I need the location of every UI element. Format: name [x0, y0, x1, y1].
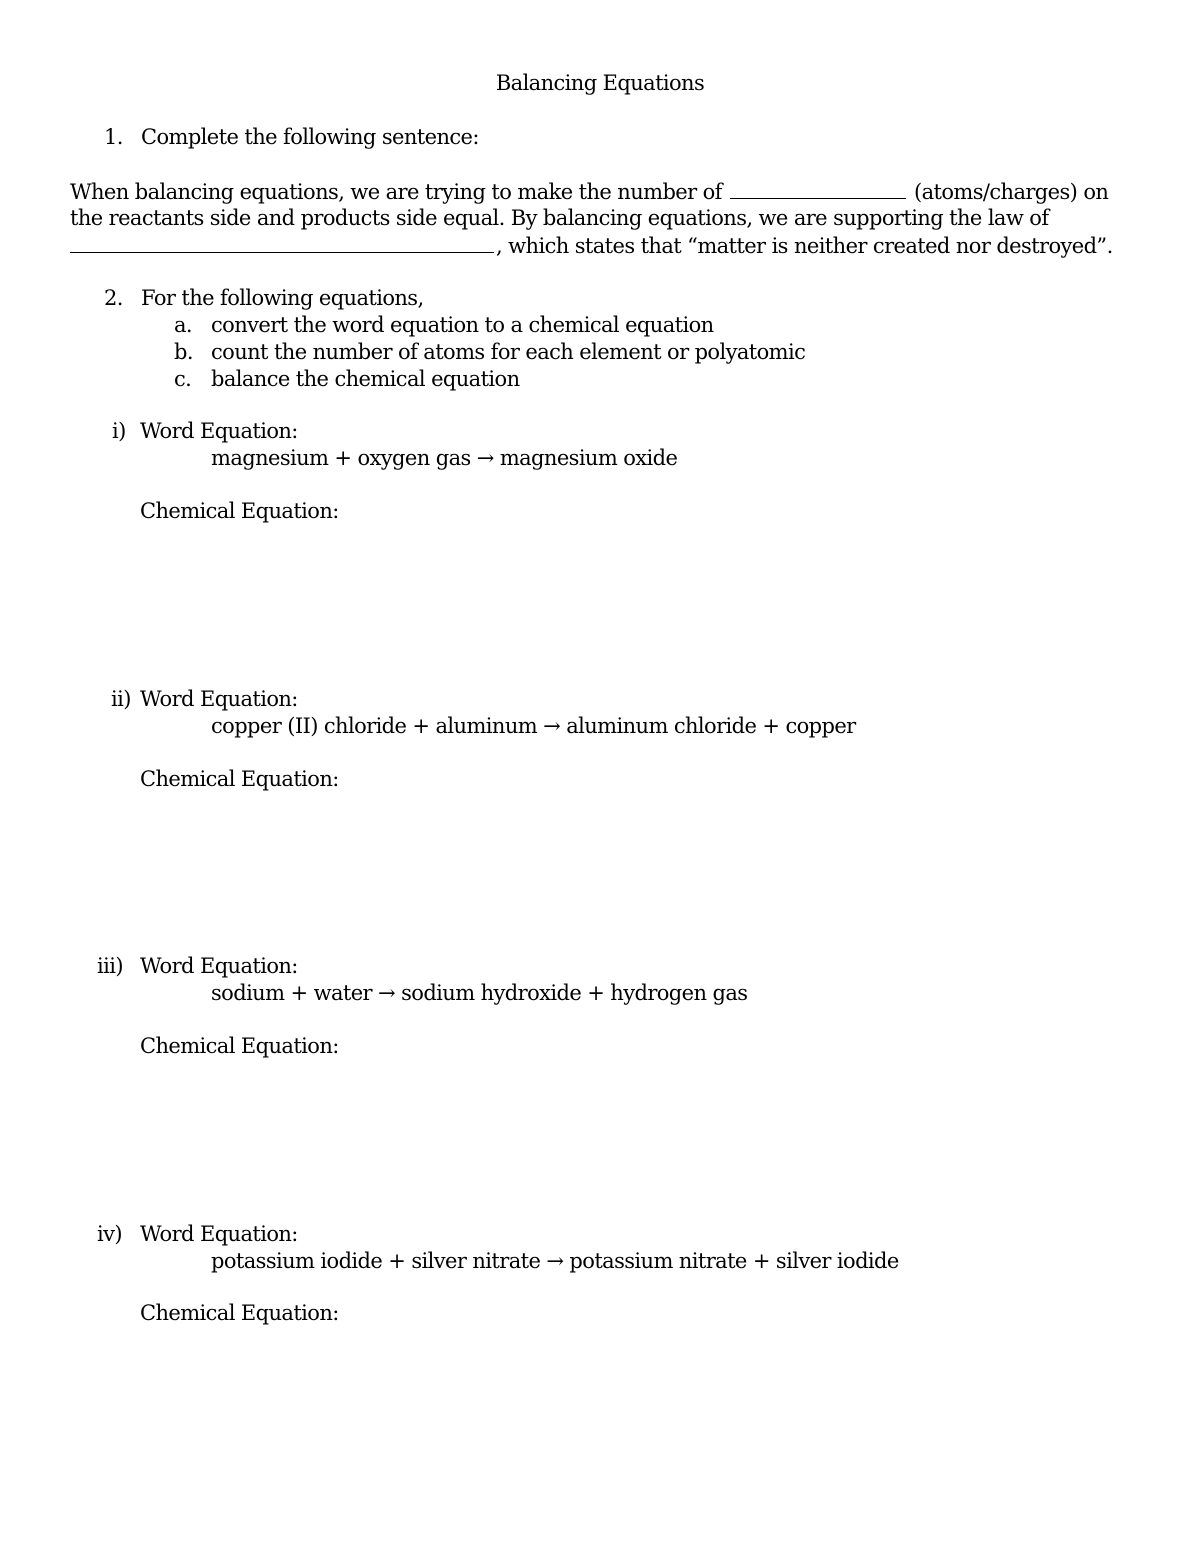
- page-title: Balancing Equations: [495, 71, 705, 95]
- q2-prompt: For the following equations,: [141, 286, 424, 310]
- problem-ii-word-label: Word Equation:: [140, 687, 298, 711]
- q2-step-text-b: count the number of atoms for each element or polyatomic: [211, 340, 806, 364]
- q1-sentence-part2: (atoms/charges) on: [914, 180, 1109, 204]
- problem-iv-chemical-label: Chemical Equation:: [140, 1301, 339, 1325]
- q1-prompt: Complete the following sentence:: [141, 125, 479, 149]
- q2-step-marker-a: a.: [174, 313, 192, 337]
- q1-sentence-line-3: [70, 232, 1113, 260]
- problem-iv-word-label: Word Equation:: [140, 1222, 298, 1246]
- q1-sentence-part3: , which states that “matter is neither created nor destroyed”.: [496, 234, 1113, 258]
- problem-i-chemical-label: Chemical Equation:: [140, 499, 339, 523]
- q1-sentence-part1: When balancing equations, we are trying to make the number of: [70, 180, 722, 204]
- problem-iii-answer-area[interactable]: [140, 1063, 1120, 1213]
- q1-number: 1.: [104, 125, 123, 149]
- problem-iv-marker: iv): [97, 1222, 122, 1246]
- problem-i-word-label: Word Equation:: [140, 419, 298, 443]
- blank-atoms-charges[interactable]: [730, 178, 906, 199]
- q2-step-marker-b: b.: [174, 340, 193, 364]
- q1-sentence-line-1: [70, 178, 1108, 206]
- problem-iv-equation: potassium iodide + silver nitrate → potassium nitrate + silver iodide: [211, 1249, 899, 1273]
- problem-ii-equation: copper (II) chloride + aluminum → aluminum chloride + copper: [211, 714, 856, 738]
- q1-sentence-line-2: the reactants side and products side equal. By balancing equations, we are supporting the law of: [70, 206, 1049, 230]
- problem-iv-answer-area[interactable]: [140, 1330, 1120, 1510]
- problem-iii-word-label: Word Equation:: [140, 954, 298, 978]
- problem-i-answer-area[interactable]: [140, 528, 1120, 678]
- problem-iii-equation: sodium + water → sodium hydroxide + hydrogen gas: [211, 981, 748, 1005]
- problem-ii-answer-area[interactable]: [140, 796, 1120, 946]
- blank-law-name[interactable]: [70, 232, 494, 253]
- q2-number: 2.: [104, 286, 123, 310]
- problem-i-equation: magnesium + oxygen gas → magnesium oxide: [211, 446, 678, 470]
- q2-step-marker-c: c.: [174, 367, 192, 391]
- problem-iii-marker: iii): [97, 954, 123, 978]
- problem-i-marker: i): [112, 419, 126, 443]
- q2-step-text-c: balance the chemical equation: [211, 367, 520, 391]
- problem-ii-marker: ii): [111, 687, 131, 711]
- q2-step-text-a: convert the word equation to a chemical equation: [211, 313, 714, 337]
- problem-ii-chemical-label: Chemical Equation:: [140, 767, 339, 791]
- problem-iii-chemical-label: Chemical Equation:: [140, 1034, 339, 1058]
